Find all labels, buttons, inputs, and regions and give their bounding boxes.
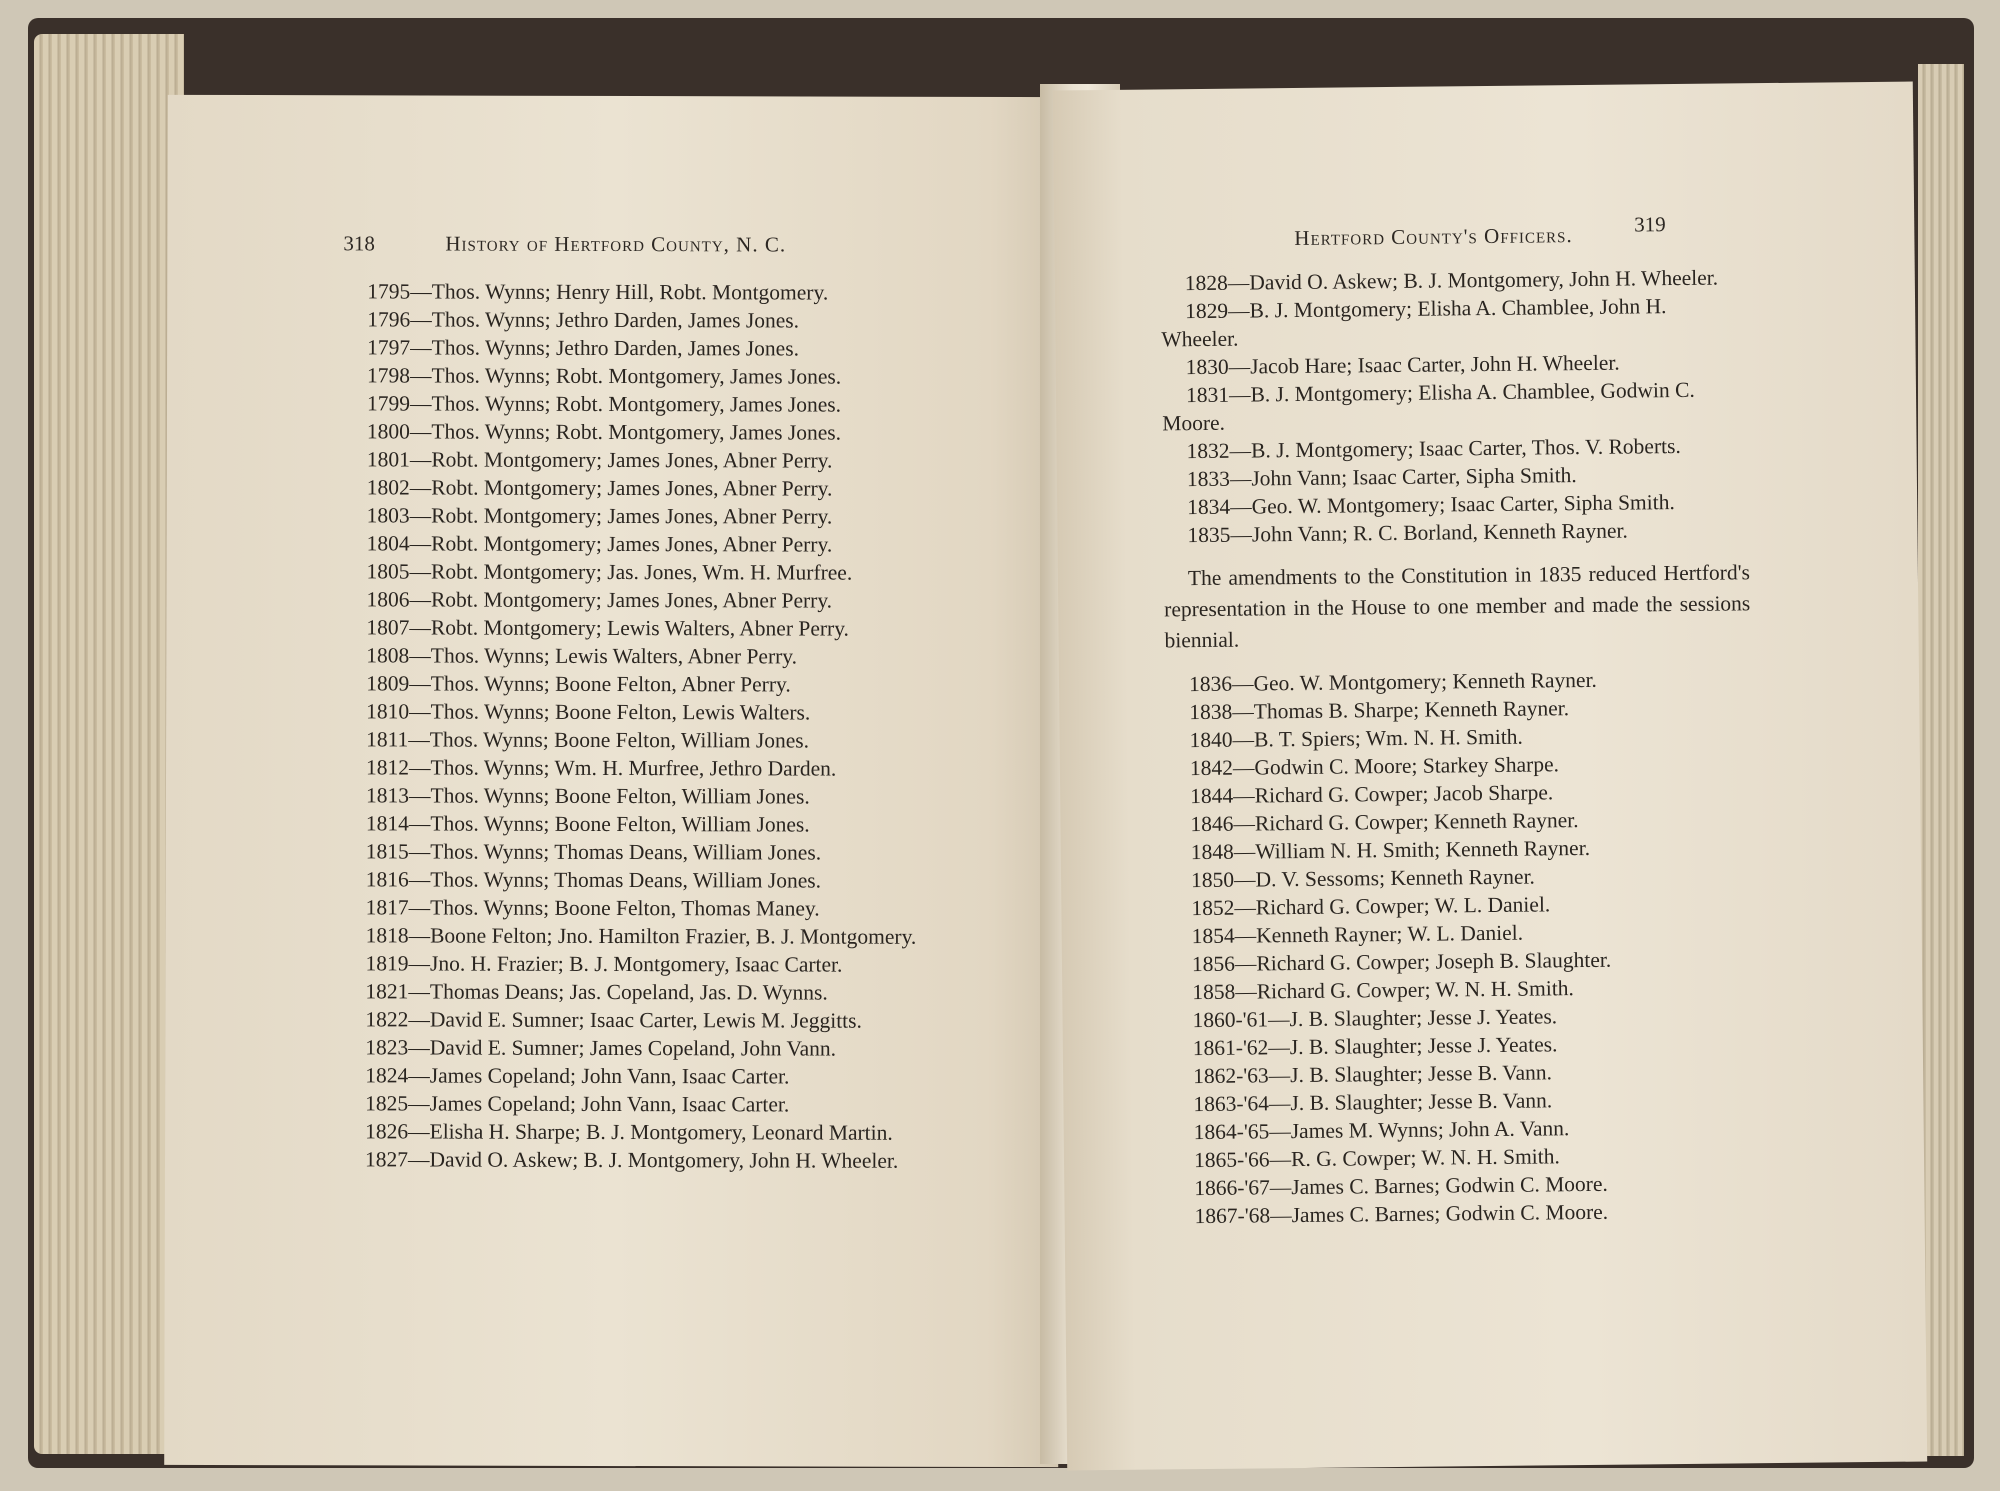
officer-entry: 1829—B. J. Montgomery; Elisha A. Chamblee, John H. Wheeler. [1161,294,1667,352]
officer-entry: 1854—Kenneth Rayner; W. L. Daniel. [1191,920,1524,949]
officer-entry: 1824—James Copeland; John Vann, Isaac Carter. [365,1063,790,1089]
officer-entry: 1867-'68—James C. Barnes; Godwin C. Moore. [1194,1199,1609,1229]
officer-entry: 1798—Thos. Wynns; Robt. Montgomery, James Jones. [367,363,842,389]
officer-entry: 1861-'62—J. B. Slaughter; Jesse J. Yeates. [1192,1032,1558,1061]
officer-entry: 1838—Thomas B. Sharpe; Kenneth Rayner. [1189,696,1570,725]
officer-entry: 1850—D. V. Sessoms; Kenneth Rayner. [1190,864,1535,893]
officer-entry: 1825—James Copeland; John Vann, Isaac Carter. [365,1091,790,1117]
officer-entry: 1808—Thos. Wynns; Lewis Walters, Abner Perry. [366,643,798,669]
amendment-paragraph: The amendments to the Constitution in 1835 reduced Hertford's representation in the House to one member and made the sessions biennial. [1164,560,1751,653]
page-stack-left [34,34,184,1454]
officer-entry: 1830—Jacob Hare; Isaac Carter, John H. Wheeler. [1185,350,1620,380]
officer-entry: 1834—Geo. W. Montgomery; Isaac Carter, Sipha Smith. [1187,490,1675,520]
officer-entry: 1810—Thos. Wynns; Boone Felton, Lewis Walters. [366,699,811,725]
officer-entry: 1860-'61—J. B. Slaughter; Jesse J. Yeates. [1192,1004,1558,1033]
officer-entry: 1848—William N. H. Smith; Kenneth Rayner. [1190,835,1591,865]
officer-entry: 1822—David E. Sumner; Isaac Carter, Lewis M. Jeggitts. [365,1007,862,1033]
officer-entry: 1809—Thos. Wynns; Boone Felton, Abner Perry. [366,671,791,697]
right-entry-list-b [1165,664,1757,1230]
officer-entry: 1836—Geo. W. Montgomery; Kenneth Rayner. [1188,667,1597,697]
officer-entry: 1858—Richard G. Cowper; W. N. H. Smith. [1192,976,1574,1005]
officer-entry: 1846—Richard G. Cowper; Kenneth Rayner. [1190,808,1579,837]
officer-entry: 1804—Robt. Montgomery; James Jones, Abner Perry. [366,531,833,557]
officer-entry: 1863-'64—J. B. Slaughter; Jesse B. Vann. [1193,1088,1553,1117]
officer-entry: 1865-'66—R. G. Cowper; W. N. H. Smith. [1193,1144,1560,1173]
officer-entry: 1827—David O. Askew; B. J. Montgomery, John H. Wheeler. [364,1147,899,1173]
officer-entry: 1866-'67—James C. Barnes; Godwin C. Moore. [1194,1171,1608,1201]
officer-entry: 1842—Godwin C. Moore; Starkey Sharpe. [1189,752,1560,781]
officer-entry: 1840—B. T. Spiers; Wm. N. H. Smith. [1189,724,1523,753]
officer-entry: 1812—Thos. Wynns; Wm. H. Murfree, Jethro Darden. [366,755,837,781]
officer-entry: 1852—Richard G. Cowper; W. L. Daniel. [1191,892,1551,921]
left-entry-list [341,277,927,1175]
officer-entry: 1833—John Vann; Isaac Carter, Sipha Smith. [1186,463,1577,492]
right-text-block [1161,263,1757,1230]
officer-entry: 1802—Robt. Montgomery; James Jones, Abner Perry. [366,475,833,501]
page-number-right: 319 [1634,212,1666,237]
officer-entry: 1817—Thos. Wynns; Boone Felton, Thomas Maney. [365,895,820,921]
officer-entry: 1811—Thos. Wynns; Boone Felton, William Jones. [366,727,810,753]
officer-entry: 1797—Thos. Wynns; Jethro Darden, James Jones. [367,335,800,361]
officer-entry: 1856—Richard G. Cowper; Joseph B. Slaughter. [1191,947,1612,977]
officer-entry: 1813—Thos. Wynns; Boone Felton, William Jones. [365,783,810,809]
officer-entry: 1806—Robt. Montgomery; James Jones, Abner Perry. [366,587,833,613]
right-page [1053,82,1927,1471]
page-number-left: 318 [343,231,375,256]
officer-entry: 1831—B. J. Montgomery; Elisha A. Chamblee, Godwin C. Moore. [1162,377,1695,436]
officer-entry: 1821—Thomas Deans; Jas. Copeland, Jas. D. Wynns. [365,979,828,1005]
officer-entry: 1819—Jno. H. Frazier; B. J. Montgomery, Isaac Carter. [365,951,843,977]
left-page [164,95,1062,1467]
officer-entry: 1805—Robt. Montgomery; Jas. Jones, Wm. H. Murfree. [366,559,853,585]
officer-entry: 1864-'65—James M. Wynns; John A. Vann. [1193,1116,1570,1145]
officer-entry: 1828—David O. Askew; B. J. Montgomery, John H. Wheeler. [1184,265,1719,296]
officer-entry: 1796—Thos. Wynns; Jethro Darden, James Jones. [367,307,800,333]
officer-entry: 1818—Boone Felton; Jno. Hamilton Frazier, B. J. Montgomery. [365,923,917,949]
officer-entry: 1801—Robt. Montgomery; James Jones, Abner Perry. [366,447,833,473]
officer-entry: 1800—Thos. Wynns; Robt. Montgomery, James Jones. [366,419,842,445]
right-entry-list-a [1161,263,1750,549]
running-head-left: History of Hertford County, N. C. [445,231,787,257]
officer-entry: 1823—David E. Sumner; James Copeland, John Vann. [365,1035,837,1061]
officer-entry: 1816—Thos. Wynns; Thomas Deans, William Jones. [365,867,822,893]
officer-entry: 1835—John Vann; R. C. Borland, Kenneth Rayner. [1187,518,1628,548]
officer-entry: 1807—Robt. Montgomery; Lewis Walters, Abner Perry. [366,615,849,641]
officer-entry: 1795—Thos. Wynns; Henry Hill, Robt. Montgomery. [367,279,829,305]
officer-entry: 1803—Robt. Montgomery; James Jones, Abner Perry. [366,503,833,529]
officer-entry: 1844—Richard G. Cowper; Jacob Sharpe. [1190,780,1554,809]
officer-entry: 1814—Thos. Wynns; Boone Felton, William Jones. [365,811,810,837]
running-head-right: Hertford County's Officers. [1294,223,1573,251]
officer-entry: 1799—Thos. Wynns; Robt. Montgomery, James Jones. [366,391,842,417]
officer-entry: 1815—Thos. Wynns; Thomas Deans, William Jones. [365,839,822,865]
officer-entry: 1832—B. J. Montgomery; Isaac Carter, Thos. V. Roberts. [1186,433,1681,464]
officer-entry: 1826—Elisha H. Sharpe; B. J. Montgomery, Leonard Martin. [365,1119,893,1145]
officer-entry: 1862-'63—J. B. Slaughter; Jesse B. Vann. [1193,1060,1553,1089]
